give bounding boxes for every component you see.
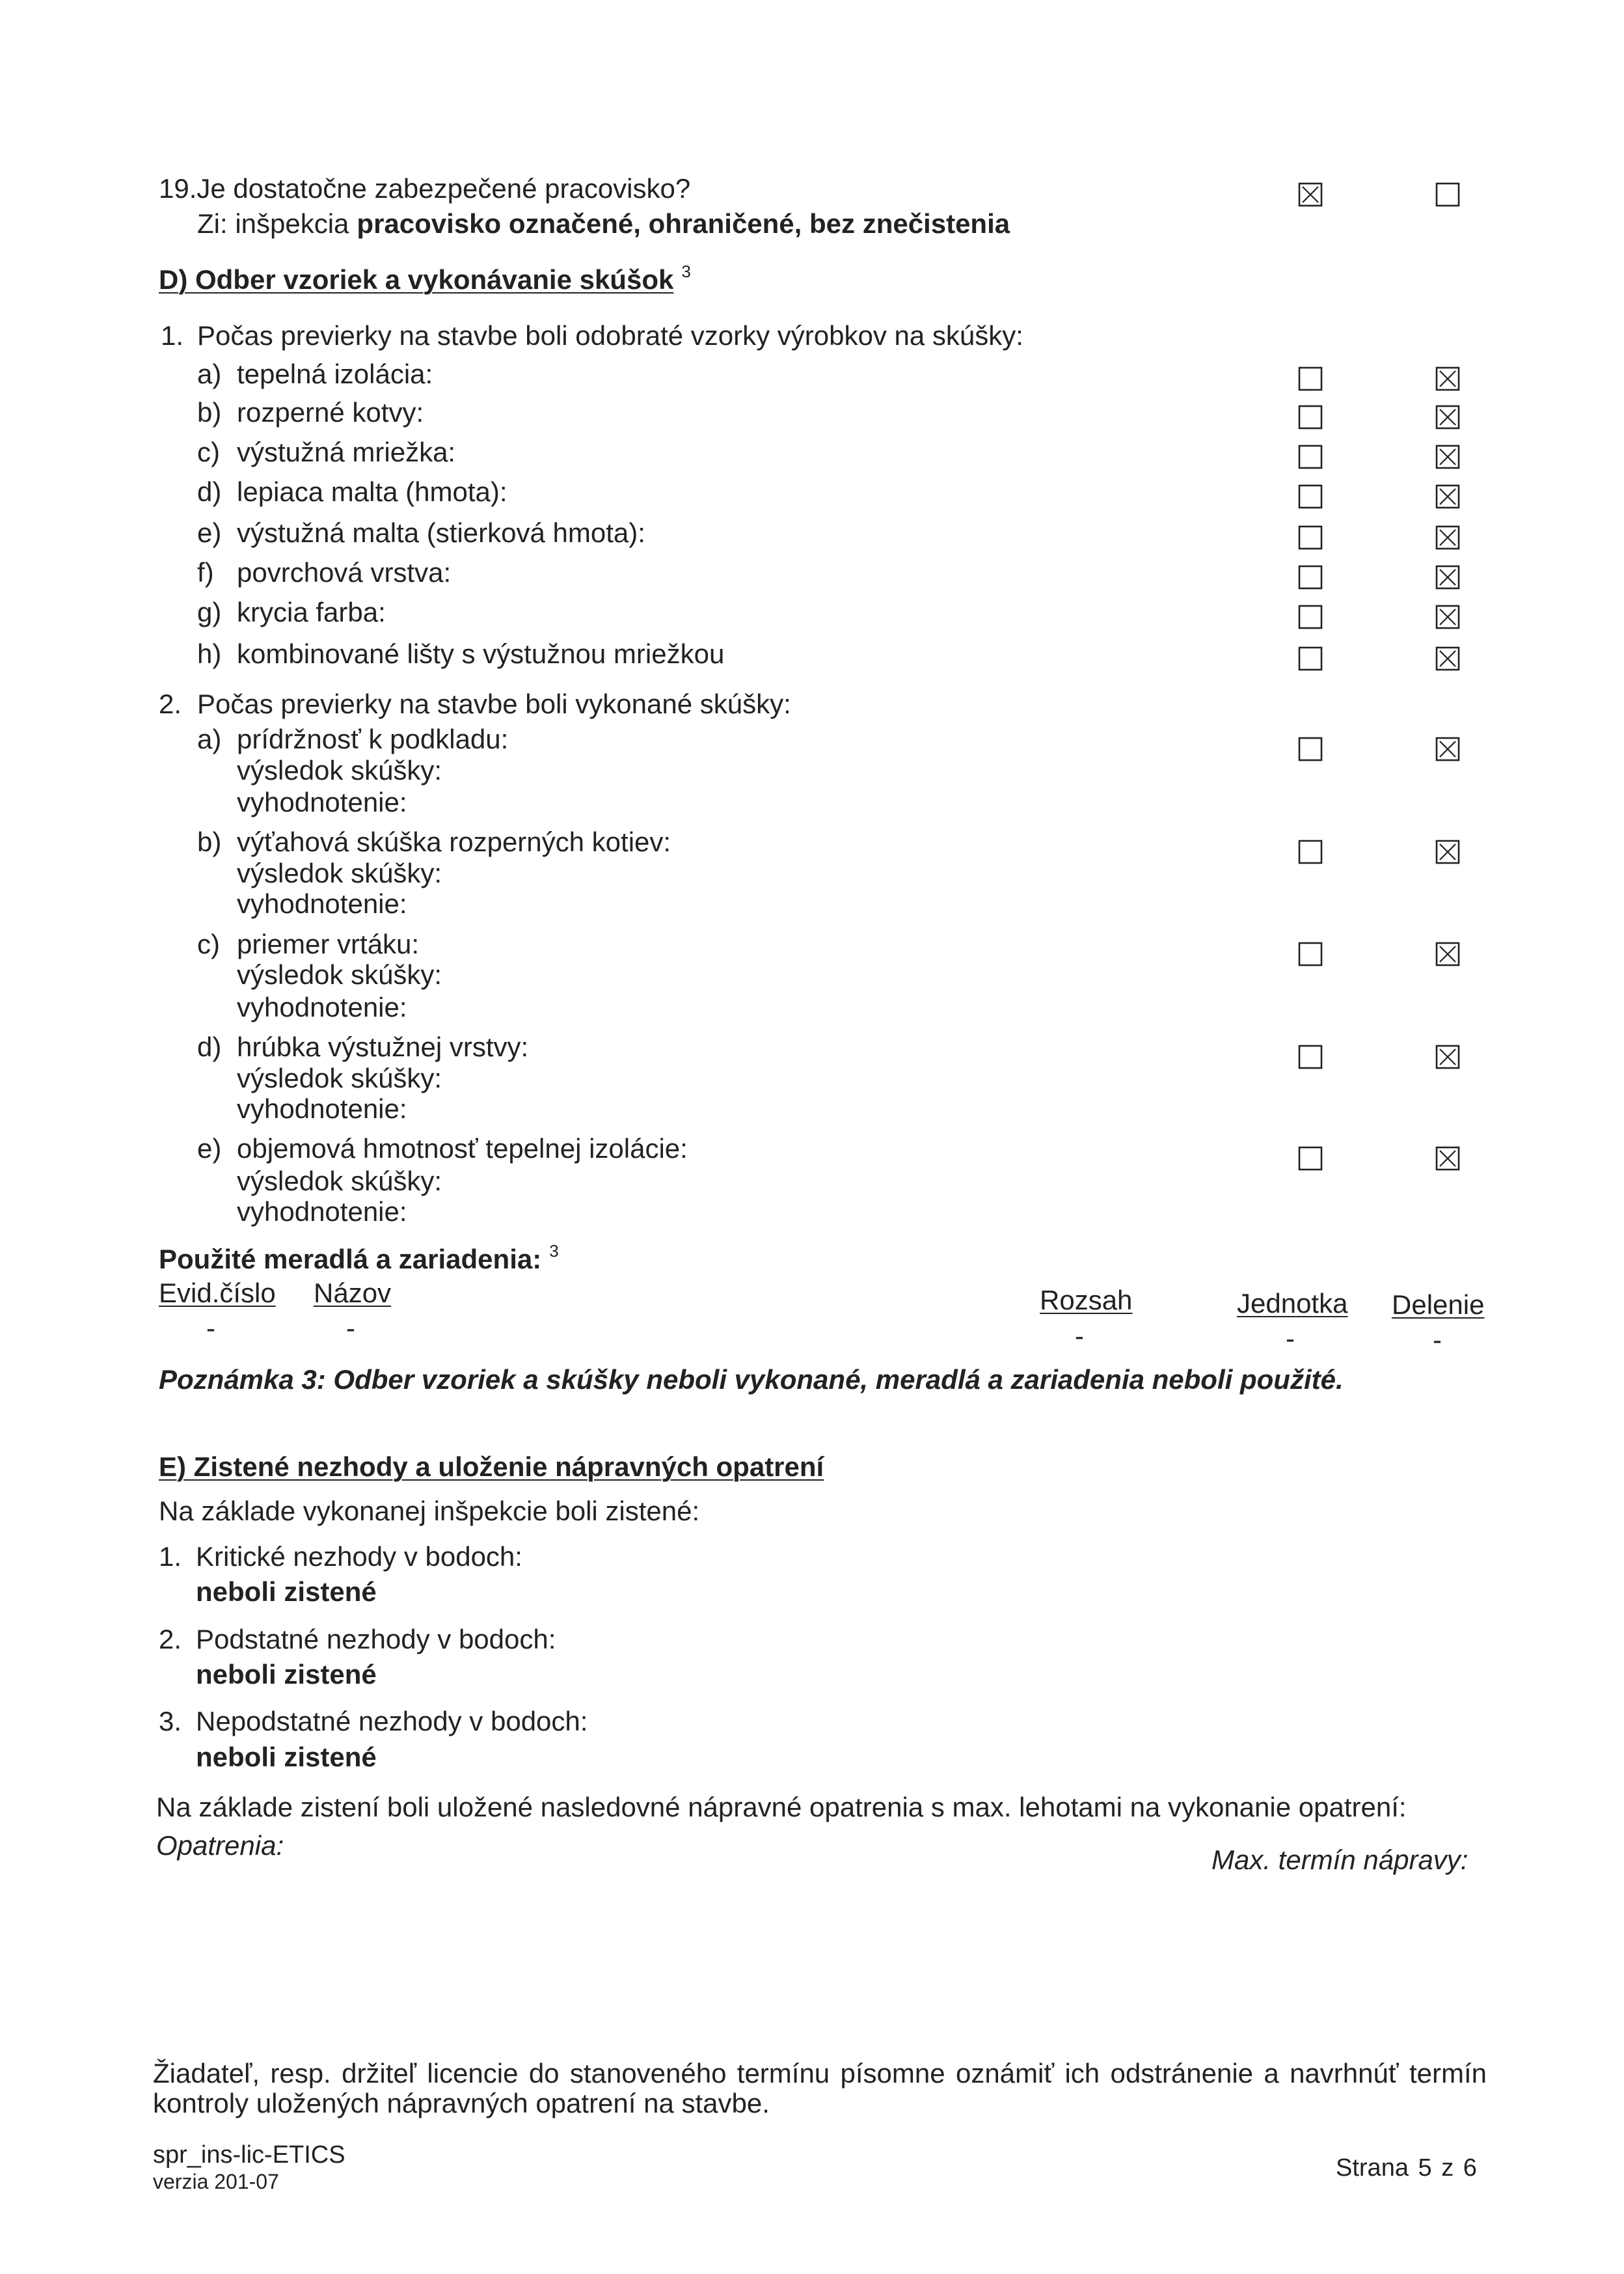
column-header-evid-number: Evid.číslo bbox=[159, 1278, 276, 1308]
samples-text: Počas previerky na stavbe boli odobraté vzorky výrobkov na skúšky: bbox=[197, 320, 1023, 351]
sample-item-h bbox=[0, 638, 1624, 670]
cell-evid-number: - bbox=[206, 1313, 215, 1343]
checkbox-no bbox=[1435, 840, 1460, 864]
page-number: Strana 5 z 6 bbox=[1336, 2154, 1477, 2182]
section-e-intro: Na základe vykonanej inšpekcie boli zistené: bbox=[159, 1496, 700, 1526]
item-number: 2. bbox=[159, 1624, 182, 1654]
column-header-range: Rozsah bbox=[1040, 1285, 1133, 1315]
nonconformity-minor-value: neboli zistené bbox=[196, 1742, 377, 1772]
nonconformity-major bbox=[0, 1624, 1624, 1655]
checkbox-yes bbox=[1298, 942, 1323, 966]
finding-prefix: Zi: inšpekcia bbox=[197, 208, 349, 239]
checkbox-yes bbox=[1298, 646, 1323, 671]
item-label: výťahová skúška rozperných kotiev: bbox=[237, 827, 671, 857]
checkbox-yes bbox=[1298, 565, 1323, 590]
item-letter: g) bbox=[197, 597, 222, 627]
cell-range: - bbox=[1075, 1321, 1084, 1351]
test-item-c bbox=[0, 929, 1624, 960]
footnote-marker: 3 bbox=[681, 262, 691, 281]
question-19-finding bbox=[197, 208, 1010, 240]
item-letter: d) bbox=[197, 1032, 222, 1062]
finding-value: pracovisko označené, ohraničené, bez znečistenia bbox=[357, 208, 1010, 239]
checkbox-yes bbox=[1298, 182, 1323, 207]
test-evaluation-label: vyhodnotenie: bbox=[237, 1196, 407, 1227]
test-result-label: výsledok skúšky: bbox=[237, 755, 442, 786]
checkbox-no bbox=[1435, 405, 1460, 430]
checkbox-no bbox=[1435, 1146, 1460, 1171]
item-label: lepiaca malta (hmota): bbox=[237, 476, 508, 507]
item-label: Podstatné nezhody v bodoch: bbox=[196, 1624, 556, 1654]
sample-item-d bbox=[0, 476, 1624, 508]
item-label: rozperné kotvy: bbox=[237, 397, 424, 428]
instruments-heading bbox=[159, 1241, 559, 1275]
checkbox-no bbox=[1435, 484, 1460, 509]
item-letter: e) bbox=[197, 1133, 222, 1164]
item-letter: b) bbox=[197, 827, 222, 857]
item-label: objemová hmotnosť tepelnej izolácie: bbox=[237, 1133, 688, 1164]
checkbox-no bbox=[1435, 1045, 1460, 1069]
sample-item-b bbox=[0, 397, 1624, 428]
item-label: kombinované lišty s výstužnou mriežkou bbox=[237, 638, 725, 669]
checkbox-no bbox=[1435, 565, 1460, 590]
item-number: 3. bbox=[159, 1706, 182, 1736]
test-item-e bbox=[0, 1133, 1624, 1164]
item-letter: e) bbox=[197, 517, 222, 548]
test-result-label: výsledok skúšky: bbox=[237, 1063, 442, 1093]
item-label: výstužná mriežka: bbox=[237, 437, 456, 467]
test-result-label: výsledok skúšky: bbox=[237, 858, 442, 888]
checkbox-no bbox=[1435, 445, 1460, 469]
checkbox-yes bbox=[1298, 405, 1323, 430]
checkbox-no bbox=[1435, 366, 1460, 391]
item-letter: c) bbox=[197, 929, 220, 959]
nonconformity-minor bbox=[0, 1706, 1624, 1737]
tests-text: Počas previerky na stavbe boli vykonané skúšky: bbox=[197, 689, 791, 719]
test-evaluation-label: vyhodnotenie: bbox=[237, 787, 407, 817]
test-item-a bbox=[0, 724, 1624, 755]
column-header-unit: Jednotka bbox=[1237, 1288, 1348, 1319]
nonconformity-critical bbox=[0, 1541, 1624, 1572]
item-label: hrúbka výstužnej vrstvy: bbox=[237, 1032, 529, 1062]
instruments-title: Použité meradlá a zariadenia: bbox=[159, 1244, 542, 1274]
checkbox-yes bbox=[1298, 737, 1323, 761]
test-evaluation-label: vyhodnotenie: bbox=[237, 1093, 407, 1124]
note-3: Poznámka 3: Odber vzoriek a skúšky neboli vykonané, meradlá a zariadenia neboli použité. bbox=[159, 1364, 1344, 1395]
checkbox-no bbox=[1435, 605, 1460, 629]
test-item-d bbox=[0, 1032, 1624, 1063]
cell-name: - bbox=[346, 1313, 355, 1343]
tests-question bbox=[0, 689, 1624, 720]
item-label: Kritické nezhody v bodoch: bbox=[196, 1541, 522, 1572]
question-19-text bbox=[159, 173, 690, 204]
form-code: spr_ins-lic-ETICS bbox=[153, 2141, 345, 2169]
checkbox-no bbox=[1435, 646, 1460, 671]
item-label: povrchová vrstva: bbox=[237, 557, 452, 588]
item-label: Nepodstatné nezhody v bodoch: bbox=[196, 1706, 588, 1736]
checkbox-yes bbox=[1298, 484, 1323, 509]
sample-item-a bbox=[0, 359, 1624, 390]
cell-unit: - bbox=[1286, 1323, 1295, 1354]
item-letter: b) bbox=[197, 397, 222, 428]
item-label: priemer vrtáku: bbox=[237, 929, 420, 959]
cell-division: - bbox=[1433, 1324, 1442, 1355]
test-evaluation-label: vyhodnotenie: bbox=[237, 992, 407, 1022]
item-number: 1. bbox=[159, 1541, 182, 1572]
footnote-marker: 3 bbox=[549, 1241, 559, 1261]
item-letter: d) bbox=[197, 476, 222, 507]
question-label: Je dostatočne zabezpečené pracovisko? bbox=[196, 173, 691, 204]
checkbox-no bbox=[1435, 182, 1460, 207]
item-letter: a) bbox=[197, 724, 222, 754]
deadline-label: Max. termín nápravy: bbox=[1211, 1844, 1468, 1875]
item-label: prídržnosť k podkladu: bbox=[237, 724, 509, 754]
section-d-heading bbox=[159, 264, 691, 295]
tests-number: 2. bbox=[159, 689, 182, 719]
checkbox-yes bbox=[1298, 1045, 1323, 1069]
question-19 bbox=[0, 173, 1624, 204]
applicant-notice: Žiadateľ, resp. držiteľ licencie do stanoveného termínu písomne oznámiť ich odstránenie a navrhnúť termín kontroly uložených nápravných opatrení na stavbe. bbox=[153, 2058, 1487, 2118]
checkbox-yes bbox=[1298, 366, 1323, 391]
sample-item-c bbox=[0, 437, 1624, 468]
samples-number: 1. bbox=[161, 320, 184, 351]
checkbox-yes bbox=[1298, 1146, 1323, 1171]
checkbox-no bbox=[1435, 737, 1460, 761]
test-result-label: výsledok skúšky: bbox=[237, 959, 442, 990]
item-label: krycia farba: bbox=[237, 597, 386, 627]
measures-intro: Na základe zistení boli uložené nasledovné nápravné opatrenia s max. lehotami na vykonanie opatrení: bbox=[156, 1792, 1407, 1822]
column-header-division: Delenie bbox=[1392, 1289, 1485, 1320]
measures-label: Opatrenia: bbox=[156, 1830, 284, 1861]
checkbox-yes bbox=[1298, 525, 1323, 550]
nonconformity-major-value: neboli zistené bbox=[196, 1659, 377, 1690]
item-letter: c) bbox=[197, 437, 220, 467]
test-evaluation-label: vyhodnotenie: bbox=[237, 888, 407, 919]
test-result-label: výsledok skúšky: bbox=[237, 1166, 442, 1196]
checkbox-no bbox=[1435, 525, 1460, 550]
test-item-b bbox=[0, 827, 1624, 858]
sample-item-g bbox=[0, 597, 1624, 628]
item-letter: f) bbox=[197, 557, 214, 588]
form-version: verzia 201-07 bbox=[153, 2170, 279, 2193]
checkbox-yes bbox=[1298, 445, 1323, 469]
column-header-name: Názov bbox=[314, 1278, 392, 1308]
question-number: 19. bbox=[159, 173, 197, 204]
item-label: výstužná malta (stierková hmota): bbox=[237, 517, 645, 548]
samples-question bbox=[0, 320, 1624, 351]
sample-item-f bbox=[0, 557, 1624, 588]
item-label: tepelná izolácia: bbox=[237, 359, 433, 389]
section-e-title: E) Zistené nezhody a uloženie nápravných opatrení bbox=[159, 1451, 824, 1482]
checkbox-yes bbox=[1298, 605, 1323, 629]
item-letter: h) bbox=[197, 638, 222, 669]
nonconformity-critical-value: neboli zistené bbox=[196, 1576, 377, 1607]
checkbox-no bbox=[1435, 942, 1460, 966]
item-letter: a) bbox=[197, 359, 222, 389]
section-d-title: D) Odber vzoriek a vykonávanie skúšok bbox=[159, 264, 674, 295]
checkbox-yes bbox=[1298, 840, 1323, 864]
sample-item-e bbox=[0, 517, 1624, 549]
